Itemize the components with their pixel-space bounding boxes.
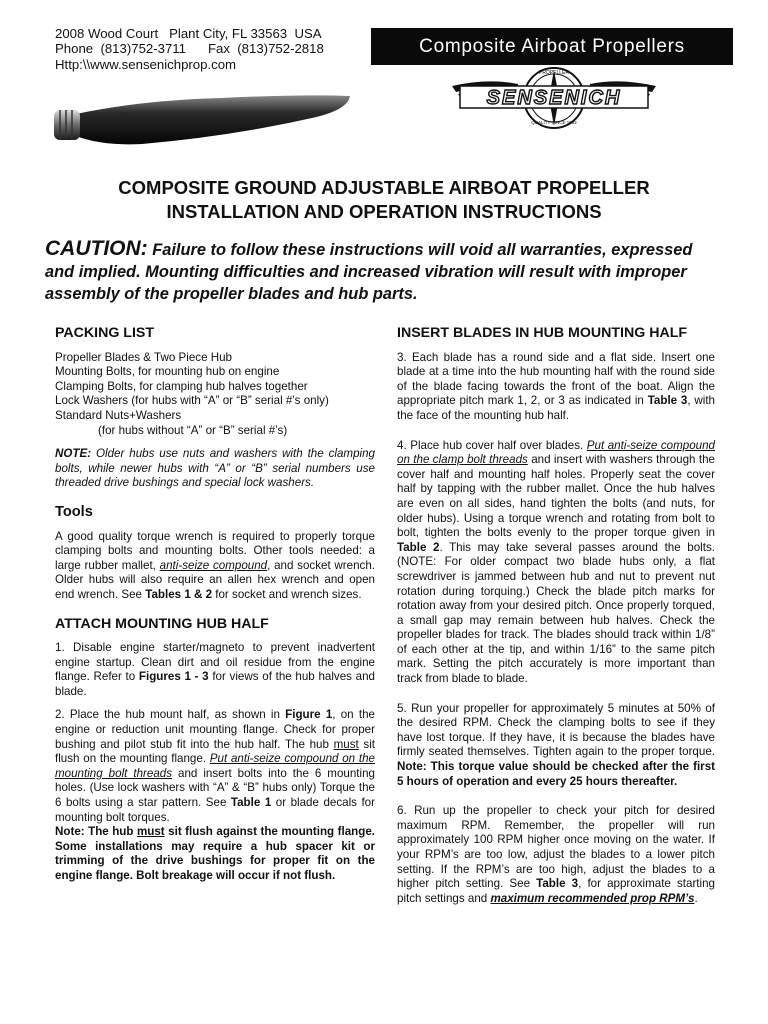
packing-list-heading: PACKING LIST bbox=[55, 325, 155, 341]
tools-paragraph bbox=[55, 530, 375, 603]
anti-seize-instruction: Put anti-seize compound on the mounting bolt threads bbox=[55, 752, 375, 780]
packing-item: Mounting Bolts, for mounting hub on engine bbox=[55, 365, 280, 379]
text-run: Note: The hub bbox=[55, 825, 137, 839]
packing-list bbox=[55, 351, 375, 439]
step-3 bbox=[397, 351, 715, 424]
text-run: 1. Disable engine starter/magneto to prevent inadvertent engine startup. Clean dirt and oil residue from the engine flange. Refer to bbox=[55, 641, 375, 684]
packing-item-sub: (for hubs without “A” or “B” serial #’s) bbox=[98, 423, 288, 437]
table-ref: Table 2 bbox=[397, 540, 440, 554]
text-run: 4. Place hub cover half over blades. bbox=[397, 438, 587, 452]
step-5 bbox=[397, 702, 715, 790]
text-run: 2. Place the hub mount half, as shown in bbox=[55, 708, 286, 722]
text-run: and insert with washers through the cover half and mounting half holes. Properly seat the cover half by tapping with the rubber mallet. Once the hub halves are even on all sides, hand tighten the bolts (and nuts, for older hubs). Using a torque wrench and rotating from bolt to bolt, tighten the bolts evenly to the proper torque given in bbox=[397, 453, 715, 540]
left-column bbox=[55, 326, 375, 893]
packing-item: Clamping Bolts, for clamping hub halves together bbox=[55, 379, 308, 393]
text-run: sit flush against the mounting flange. Some installations may require a hub spacer kit or trimming of the drive bushings for proper fit on the engine flange. Bolt breakage will occur if not flush. bbox=[55, 825, 375, 882]
address-line: 2008 Wood Court Plant City, FL 33563 USA bbox=[55, 26, 322, 41]
text-run: and insert bolts into the 6 mounting holes. (Use lock washers with “A” & “B” hubs only) Torque the 6 bolts using a star pattern. See bbox=[55, 766, 375, 810]
text-run: , and socket wrench. Older hubs will also require an allen hex wrench and open end wrench. See bbox=[55, 558, 375, 601]
anti-seize-term: anti-seize compound bbox=[159, 558, 268, 572]
caution-statement bbox=[45, 238, 725, 305]
text-run: 5. Run your propeller for approximately 5 minutes at 50% of the desired RPM. Check the clamping bolts to see if they have lost torque. If they have, it is because the blades have firmly seated themselves. Tighten again to the proper torque. bbox=[397, 701, 715, 759]
max-rpm-term: maximum recommended prop RPM’s bbox=[490, 891, 695, 905]
figure-ref: Figure 1 bbox=[285, 708, 333, 722]
phone-fax-line: Phone (813)752-3711 Fax (813)752-2818 bbox=[55, 41, 324, 57]
packing-note bbox=[55, 447, 375, 491]
note-label: NOTE: bbox=[55, 447, 92, 461]
title-line-1: COMPOSITE GROUND ADJUSTABLE AIRBOAT PROPELLER bbox=[118, 177, 650, 198]
text-run: 6. Run up the propeller to check your pitch for desired maximum RPM. Remember, the propeller will run approximately 100 RPM higher once moving on the water. If your RPM’s are too low, adjust the blades to a lower pitch setting. If the RPM’s are too high, adjust the blades to a higher pitch setting. See bbox=[397, 804, 715, 891]
emphasis-must: must bbox=[136, 825, 165, 839]
insert-heading: INSERT BLADES IN HUB MOUNTING HALF bbox=[397, 325, 688, 341]
table-ref: Table 3 bbox=[647, 394, 688, 408]
table-ref: Table 1 bbox=[230, 796, 272, 810]
step-1 bbox=[55, 641, 375, 699]
logo-arc-bottom: QUALITY SINCE 1932 bbox=[531, 120, 577, 125]
text-run: , for approximate starting pitch settings and bbox=[397, 877, 716, 905]
document-title bbox=[0, 176, 768, 224]
text-run: A good quality torque wrench is required to properly torque clamping bolts and mounting bolts. Other tools needed: a large rubber mallet, bbox=[55, 529, 375, 572]
text-run: , with the face of the mounting hub half. bbox=[397, 394, 715, 422]
title-line-2: INSTALLATION AND OPERATION INSTRUCTIONS bbox=[166, 201, 602, 222]
logo-arc-top: PROPELLER bbox=[538, 70, 570, 76]
emphasis-must: must bbox=[333, 737, 359, 751]
packing-item: Propeller Blades & Two Piece Hub bbox=[55, 350, 233, 364]
sensenich-logo bbox=[448, 62, 660, 136]
figures-ref: Figures 1 - 3 bbox=[138, 670, 209, 684]
website-line: Http:\\www.sensenichprop.com bbox=[55, 56, 237, 72]
logo-wordmark: SENSENICH bbox=[486, 87, 622, 109]
text-run: or blade decals for mounting bolt torques. bbox=[55, 796, 375, 824]
text-run: for views of the hub halves and blade. bbox=[55, 670, 376, 698]
flush-warning bbox=[55, 825, 375, 883]
packing-item: Lock Washers (for hubs with “A” or “B” serial #’s only) bbox=[55, 394, 329, 408]
text-run: 3. Each blade has a round side and a flat side. Insert one blade at a time into the hub mounting half with the round side of the blade facing towards the front of the boat. Align the appropriate pitch mark 1, 2, or 3 as indicated in bbox=[397, 350, 715, 408]
text-run: sit flush on the mounting flange. bbox=[55, 737, 375, 766]
table-ref: Table 3 bbox=[536, 877, 579, 891]
text-run: . This may take several passes around the bolts. (NOTE: For older compact two blade hubs only, a flat screwdriver is jammed between hub and nut to prevent nut rotation during torquing.) Check the blade pitch marks for rotation away from your desired pitch. Once properly torqued, a small gap may remain between hub halves. Check the propeller blades for track. The blades should track within 1/8” of each other at the tip, and within 1/16” to the same pitch mark. Setting the pitch accurately is more important than track from blade to blade. bbox=[397, 540, 715, 686]
product-banner: Composite Airboat Propellers bbox=[371, 28, 733, 65]
caution-label: CAUTION: bbox=[45, 237, 148, 260]
step-2 bbox=[55, 708, 375, 825]
note-text: Older hubs use nuts and washers with the clamping bolts, while newer hubs with “A” or “B” serial numbers use threaded drive bushings and special lock washers. bbox=[55, 447, 375, 490]
step-6 bbox=[397, 804, 715, 906]
packing-item: Standard Nuts+Washers bbox=[55, 408, 182, 422]
anti-seize-instruction: Put anti-seize compound on the clamp bolt threads bbox=[397, 438, 716, 467]
text-run: for socket and wrench sizes. bbox=[212, 587, 362, 601]
tools-heading: Tools bbox=[55, 503, 93, 520]
attach-heading: ATTACH MOUNTING HUB HALF bbox=[55, 615, 269, 632]
company-contact bbox=[55, 26, 324, 72]
text-run: , on the engine or reduction unit mounting flange. Check for proper bushing and pilot stub fit into the hub half. The hub bbox=[55, 708, 375, 751]
torque-check-note: Note: This torque value should be checked after the first 5 hours of operation and every 25 hours thereafter. bbox=[397, 760, 715, 788]
caution-text: Failure to follow these instructions will void all warranties, expressed and implied. Mounting difficulties and increased vibration will result with improper assembly of the propeller blades and hub parts. bbox=[45, 241, 693, 303]
propeller-blade-image bbox=[52, 88, 354, 148]
tables-ref: Tables 1 & 2 bbox=[145, 587, 213, 601]
right-column bbox=[397, 326, 715, 915]
text-run: . bbox=[694, 891, 698, 905]
step-4 bbox=[397, 439, 715, 687]
